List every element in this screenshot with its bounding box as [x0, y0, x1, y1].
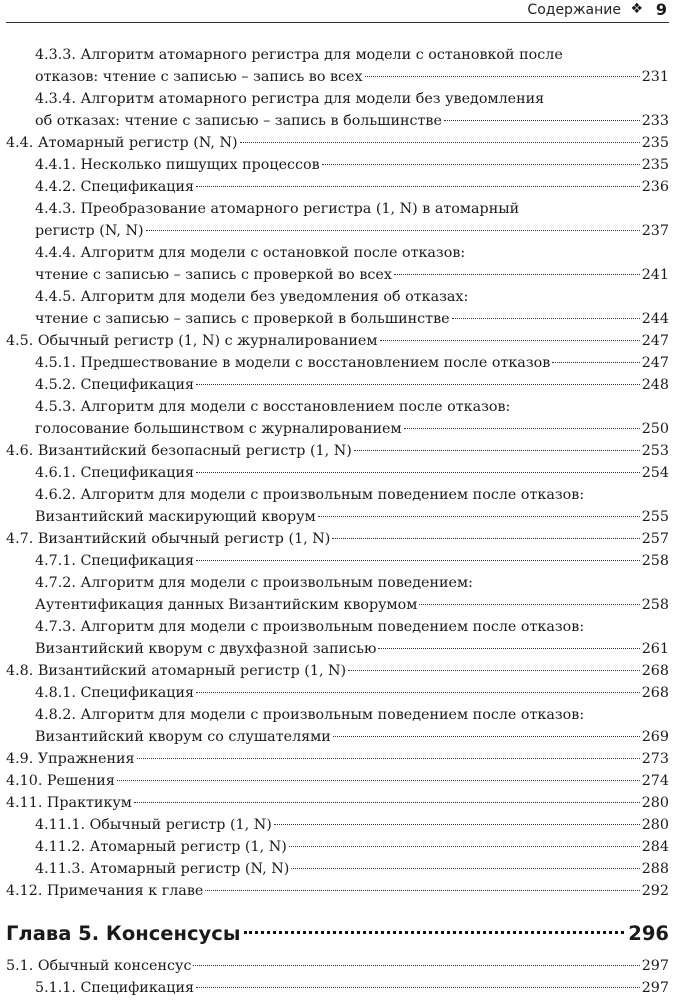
toc-entry-title: Аутентификация данных Византийским кворумом — [35, 597, 418, 613]
toc-entry-title: 4.8. Византийский атомарный регистр (1, N) — [6, 663, 347, 679]
toc-entry-title-line: 4.4.5. Алгоритм для модели без уведомления об отказах: — [35, 289, 469, 305]
toc-page-number: 235 — [641, 135, 669, 151]
toc-entry — [0, 704, 675, 748]
toc-entry — [0, 462, 675, 484]
toc-entry — [0, 682, 675, 704]
chapter-page-number: 296 — [628, 922, 669, 945]
toc-page-number: 236 — [641, 179, 669, 195]
toc-entry-row — [35, 66, 669, 88]
toc-entry-title: 4.7.1. Спецификация — [35, 553, 195, 569]
leader-dots — [394, 274, 640, 275]
toc-entry-row — [6, 955, 669, 977]
toc-entry — [0, 242, 675, 286]
toc-page-number: 254 — [641, 465, 669, 481]
running-header — [6, 0, 669, 23]
table-of-contents — [0, 44, 675, 902]
toc-entry — [0, 396, 675, 440]
leader-dots — [196, 472, 640, 473]
leader-dots — [552, 362, 639, 363]
toc-entry — [0, 374, 675, 396]
toc-entry-title: 4.9. Упражнения — [6, 751, 135, 767]
toc-entry-title: голосование большинством с журналированием — [35, 421, 402, 437]
toc-entry — [0, 528, 675, 550]
toc-entry-title-line: 4.3.4. Алгоритм атомарного регистра для модели без уведомления — [35, 91, 545, 107]
toc-page-number: 255 — [641, 509, 669, 525]
toc-entry-title: Византийский кворум с двухфазной записью — [35, 641, 377, 657]
toc-entry-row — [6, 440, 669, 462]
toc-entry-title: 4.12. Примечания к главе — [6, 883, 204, 899]
toc-page-number: 268 — [641, 663, 669, 679]
toc-entry-title: 4.5.1. Предшествование в модели с восстановлением после отказов — [35, 355, 551, 371]
leader-dots — [444, 120, 640, 121]
chapter-title: Глава 5. Консенсусы — [6, 922, 241, 945]
leader-dots — [318, 516, 640, 517]
toc-entry-row — [6, 880, 669, 902]
toc-entry-row — [6, 330, 669, 352]
toc-entry-title: 4.10. Решения — [6, 773, 115, 789]
toc-entry-row — [6, 770, 669, 792]
toc-entry-title: 4.5. Обычный регистр (1, N) с журналированием — [6, 333, 378, 349]
toc-entry-row — [35, 726, 669, 748]
leader-dots — [274, 824, 640, 825]
toc-entry — [0, 176, 675, 198]
toc-page-number: 297 — [641, 980, 669, 996]
toc-entry-title: чтение с записью – запись с проверкой в большинстве — [35, 311, 450, 327]
toc-page-number: 258 — [641, 553, 669, 569]
toc-entry-title-line: 4.7.2. Алгоритм для модели с произвольным поведением: — [35, 575, 473, 591]
toc-entry-title: 4.11. Практикум — [6, 795, 132, 811]
toc-entry-row — [35, 308, 669, 330]
toc-entry-title: 5.1.1. Спецификация — [35, 980, 195, 996]
toc-entry-row — [35, 374, 669, 396]
toc-entry-title: 4.5.2. Спецификация — [35, 377, 195, 393]
toc-page-number: 235 — [641, 157, 669, 173]
leader-dots — [322, 164, 640, 165]
toc-entry — [0, 88, 675, 132]
toc-entry — [0, 770, 675, 792]
toc-page-number: 244 — [641, 311, 669, 327]
toc-entry-row — [35, 418, 669, 440]
leader-dots — [137, 758, 640, 759]
toc-entry-title: 4.4.2. Спецификация — [35, 179, 195, 195]
leader-dots — [378, 648, 639, 649]
toc-page-number: 280 — [641, 817, 669, 833]
leader-dots — [291, 868, 639, 869]
toc-page-number: 237 — [641, 223, 669, 239]
toc-entry-row — [35, 176, 669, 198]
toc-page-number: 250 — [641, 421, 669, 437]
toc-entry — [0, 572, 675, 616]
toc-entry-row — [6, 132, 669, 154]
ornament-icon: ❖ — [630, 1, 643, 17]
toc-entry-title-line: 4.6.2. Алгоритм для модели с произвольным поведением после отказов: — [35, 487, 585, 503]
header-title: Содержание — [527, 2, 621, 18]
leader-dots — [117, 780, 640, 781]
toc-entry-row — [6, 660, 669, 682]
leader-dots — [205, 890, 639, 891]
toc-page-number: 269 — [641, 729, 669, 745]
toc-entry-title: отказов: чтение с записью – запись во всех — [35, 69, 363, 85]
toc-page-number: 280 — [641, 795, 669, 811]
toc-entry — [0, 198, 675, 242]
leader-dots — [240, 142, 640, 143]
leader-dots — [146, 230, 640, 231]
toc-page-number: 261 — [641, 641, 669, 657]
toc-entry-title: об отказах: чтение с записью – запись в большинстве — [35, 113, 442, 129]
toc-entry-row — [6, 528, 669, 550]
toc-entry — [0, 814, 675, 836]
toc-entry — [0, 792, 675, 814]
toc-entry-row — [35, 352, 669, 374]
toc-entry-row — [35, 506, 669, 528]
leader-dots — [196, 692, 640, 693]
toc-page-number: 253 — [641, 443, 669, 459]
toc-entry — [0, 154, 675, 176]
toc-page-number: 258 — [641, 597, 669, 613]
toc-entry-title: регистр (N, N) — [35, 223, 144, 239]
toc-entry — [0, 132, 675, 154]
leader-dots — [380, 340, 640, 341]
toc-entry-title-line: 4.5.3. Алгоритм для модели с восстановлением после отказов: — [35, 399, 511, 415]
leader-dots — [193, 965, 639, 966]
toc-entry-title-line: 4.4.4. Алгоритм для модели с остановкой после отказов: — [35, 245, 466, 261]
toc-entry — [0, 660, 675, 682]
toc-page-number: 257 — [641, 531, 669, 547]
toc-entry-row — [6, 792, 669, 814]
toc-entry-row — [35, 858, 669, 880]
toc-page-number: 268 — [641, 685, 669, 701]
leader-dots — [196, 186, 640, 187]
toc-entry — [0, 352, 675, 374]
leader-dots — [354, 450, 640, 451]
toc-entry-row — [35, 154, 669, 176]
toc-entry-row — [35, 550, 669, 572]
leader-dots — [333, 736, 640, 737]
toc-entry-title: 4.6.1. Спецификация — [35, 465, 195, 481]
toc-entry-title: 4.11.1. Обычный регистр (1, N) — [35, 817, 272, 833]
toc-entry — [0, 977, 675, 999]
toc-entry-row — [35, 220, 669, 242]
toc-entry-row — [35, 110, 669, 132]
leader-dots — [419, 604, 639, 605]
leader-dots — [196, 384, 640, 385]
toc-entry-row — [35, 682, 669, 704]
toc-page-number: 233 — [641, 113, 669, 129]
toc-entry — [0, 44, 675, 88]
leader-dots — [365, 76, 640, 77]
toc-entry-row — [35, 977, 669, 999]
leader-dots — [452, 318, 640, 319]
leader-dots — [134, 802, 640, 803]
toc-entry-row — [35, 814, 669, 836]
toc-entry-title: 4.4.1. Несколько пишущих процессов — [35, 157, 320, 173]
toc-entry — [0, 286, 675, 330]
toc-page-number: 274 — [641, 773, 669, 789]
toc-entry — [0, 550, 675, 572]
header-page-number: 9 — [655, 0, 667, 19]
toc-entry-title-line: 4.3.3. Алгоритм атомарного регистра для модели с остановкой после — [35, 47, 563, 63]
toc-entry — [0, 330, 675, 352]
toc-entry-title: 4.8.1. Спецификация — [35, 685, 195, 701]
toc-entry-row — [35, 462, 669, 484]
leader-dots — [332, 538, 639, 539]
toc-entry-title: 4.7. Византийский обычный регистр (1, N) — [6, 531, 331, 547]
toc-entry — [0, 836, 675, 858]
toc-entry — [0, 955, 675, 977]
toc-entry — [0, 858, 675, 880]
chapter-leader-dots — [244, 931, 624, 934]
toc-entry-title-line: 4.8.2. Алгоритм для модели с произвольным поведением после отказов: — [35, 707, 585, 723]
toc-page-number: 247 — [641, 355, 669, 371]
toc-page-number: 231 — [641, 69, 669, 85]
toc-entry — [0, 880, 675, 902]
leader-dots — [348, 670, 640, 671]
leader-dots — [404, 428, 640, 429]
toc-entry-title: 4.4. Атомарный регистр (N, N) — [6, 135, 238, 151]
leader-dots — [196, 987, 640, 988]
toc-entry-title: Византийский кворум со слушателями — [35, 729, 331, 745]
toc-page-number: 292 — [641, 883, 669, 899]
leader-dots — [289, 846, 640, 847]
toc-entry — [0, 484, 675, 528]
toc-entry-row — [35, 594, 669, 616]
chapter-heading — [6, 920, 669, 948]
toc-page-number: 284 — [641, 839, 669, 855]
toc-entry — [0, 440, 675, 462]
toc-entry — [0, 748, 675, 770]
toc-entry-row — [35, 638, 669, 660]
toc-page-number: 247 — [641, 333, 669, 349]
toc-page-number: 288 — [641, 861, 669, 877]
toc-entry-title-line: 4.7.3. Алгоритм для модели с произвольным поведением после отказов: — [35, 619, 585, 635]
table-of-contents-continued — [0, 955, 675, 999]
leader-dots — [196, 560, 640, 561]
toc-entry-title: чтение с записью – запись с проверкой во всех — [35, 267, 392, 283]
toc-entry-title: 4.11.3. Атомарный регистр (N, N) — [35, 861, 290, 877]
toc-entry — [0, 616, 675, 660]
toc-entry-title: 4.11.2. Атомарный регистр (1, N) — [35, 839, 287, 855]
toc-entry-row — [6, 748, 669, 770]
toc-page-number: 297 — [641, 958, 669, 974]
toc-page-number: 241 — [641, 267, 669, 283]
toc-entry-title-line: 4.4.3. Преобразование атомарного регистра (1, N) в атомарный — [35, 201, 520, 217]
toc-entry-title: 5.1. Обычный консенсус — [6, 958, 192, 974]
toc-page-number: 248 — [641, 377, 669, 393]
toc-entry-row — [35, 264, 669, 286]
toc-entry-row — [35, 836, 669, 858]
toc-entry-title: Византийский маскирующий кворум — [35, 509, 316, 525]
toc-entry-title: 4.6. Византийский безопасный регистр (1, N) — [6, 443, 352, 459]
toc-page-number: 273 — [641, 751, 669, 767]
